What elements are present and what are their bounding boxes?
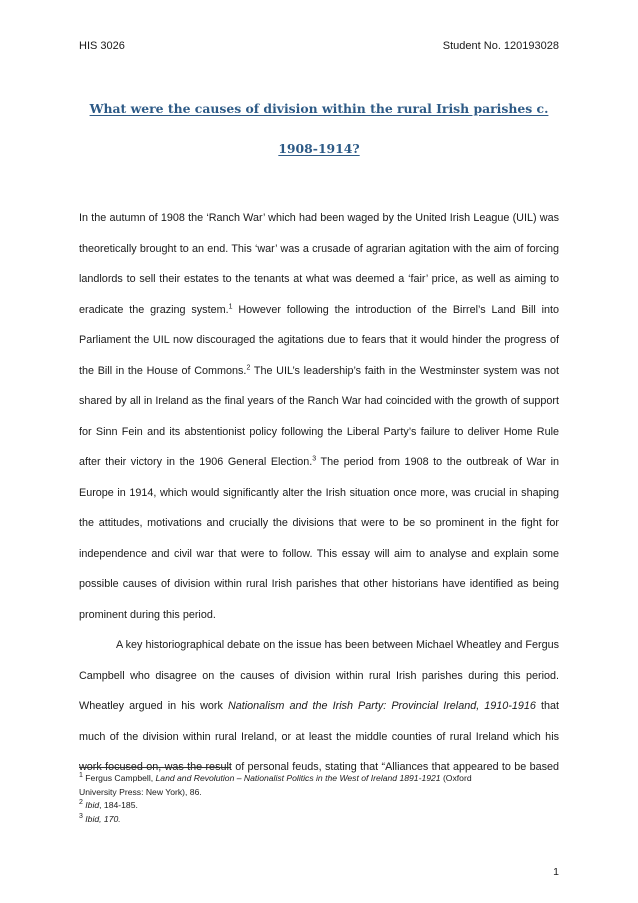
footnote-number: 1 (79, 772, 83, 780)
essay-body (79, 203, 559, 783)
footnote-separator (79, 767, 231, 768)
header-student-number: Student No. 120193028 (442, 40, 559, 52)
body-text: The UIL’s leadership’s faith in the Westminster system was not (250, 364, 559, 377)
body-line (79, 295, 559, 326)
footnote-1 (79, 772, 559, 786)
footnote-ibid: Ibid (85, 813, 100, 824)
paragraph-2 (79, 630, 559, 783)
cited-work-title: Nationalism and the Irish Party: Provincial Ireland, 1910-1916 (227, 700, 536, 712)
footnote-2 (79, 799, 559, 813)
body-line: theoretically brought to an end. This ‘war’ was a crusade of agrarian agitation with the aim of forcing (79, 242, 559, 255)
page-number: 1 (553, 866, 559, 878)
footnote-text: , 170. (99, 813, 121, 824)
footnotes (79, 772, 559, 826)
body-text: eradicate the grazing system. (79, 303, 229, 316)
footnote-1-continued: University Press: New York), 86. (79, 786, 202, 797)
body-line: landlords to sell their estates to the tenants at what was deemed a ‘fair’ price, as well as aiming to (79, 273, 559, 285)
footnote-ref-1[interactable]: 1 (228, 302, 233, 310)
body-line: work focused on, was the result of personal feuds, stating that “Alliances that appeared to be based (79, 761, 559, 773)
footnote-text: Fergus Campbell, (82, 773, 156, 783)
essay-title-line-1: What were the causes of division within the rural Irish parishes c. (89, 101, 549, 116)
body-line: In the autumn of 1908 the ‘Ranch War’ which had been waged by the United Irish League (UIL) was (79, 212, 559, 224)
footnote-text: (Oxford (440, 773, 472, 783)
footnote-3 (79, 813, 559, 827)
footnote-book-title: Land and Revolution – Nationalist Politics in the West of Ireland 1891-1921 (155, 773, 441, 783)
body-line (79, 691, 559, 722)
footnote-ref-3[interactable]: 3 (312, 455, 317, 463)
body-line: prominent during this period. (79, 608, 216, 621)
body-line: Europe in 1914, which would significantly alter the Irish situation once more, was crucial in shaping (79, 486, 559, 499)
body-line: A key historiographical debate on the issue has been between Michael Wheatley and Fergus (116, 639, 559, 651)
body-line: shared by all in Ireland as the final years of the Ranch War had coincided with the growth of support (79, 395, 559, 407)
body-text: that (535, 700, 559, 712)
paragraph-1 (79, 203, 559, 630)
body-text: Wheatley argued in his work (79, 700, 228, 712)
footnote-ref-2[interactable]: 2 (246, 363, 251, 371)
body-text: The period from 1908 to the outbreak of War in (316, 456, 559, 468)
footnote-number: 2 (79, 799, 83, 807)
body-text: after their victory in the 1906 General Election. (79, 456, 313, 468)
body-line: Campbell who disagree on the causes of division within rural Irish parishes during this period. (79, 669, 559, 682)
body-line (79, 447, 559, 478)
body-line: the attitudes, motivations and crucially the divisions that were to be so prominent in the fight for (79, 517, 559, 529)
body-line: independence and civil war that were to follow. This essay will aim to analyse and explain some (79, 547, 559, 560)
essay-title-line-2: 1908-1914? (278, 141, 360, 156)
footnote-ibid: Ibid (85, 800, 100, 810)
body-line: for Sinn Fein and its abstentionist policy following the Liberal Party’s failure to deliver Home Rule (79, 425, 559, 438)
body-line: much of the division within rural Ireland, or at least the middle counties of rural Ireland which his (79, 730, 559, 743)
body-line: possible causes of division within rural Irish parishes that other historians have identified as being (79, 578, 559, 590)
header-course-code: HIS 3026 (79, 40, 125, 52)
footnote-text: , 184-185. (99, 800, 138, 810)
body-text: the Bill in the House of Commons. (79, 364, 247, 377)
body-text: However following the introduction of the Birrel’s Land Bill into (232, 303, 560, 316)
body-line: Parliament the UIL now discouraged the agitations due to fears that it would hinder the progress of (79, 334, 559, 346)
footnote-number: 3 (79, 812, 83, 820)
body-line (79, 356, 559, 387)
